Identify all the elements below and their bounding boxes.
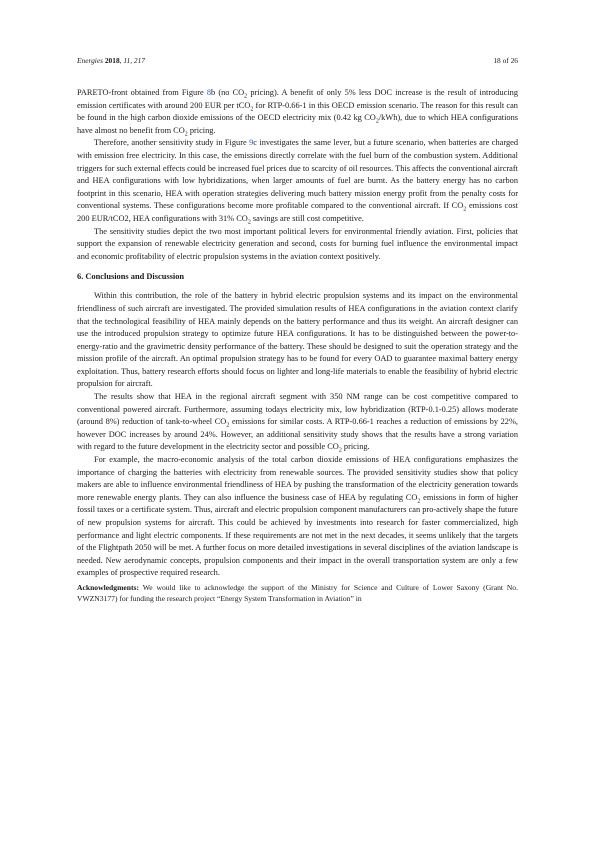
paragraph-4: Within this contribution, the role of the battery in hybrid electric propulsion systems and its impact on the environmental friendliness of such aircraft are investigated. The provided simulation results of HEA configurations in the aviation context clarify that the technological feasibility of HEA mainly depends on the battery performance and thus its weight. An aircraft designer can use the introduced propulsion strategy to optimize future HEA configurations. It has to be distinguished between the power-to-energy-ratio and the gravimetric density performance of the battery. These should be designed to suit the operation strategy and the mission profile of the aircraft. An optimal propulsion strategy has to be found for every OAD to guarantee maximal battery energy exploitation. Thus, battery research efforts should focus on lighter and long-life materials to enable the feasibility of hybrid electric propulsion for aircraft. [77, 291, 518, 389]
journal-citation: Energies 2018, 11, 217 [77, 56, 145, 65]
running-header [77, 56, 518, 65]
paragraph-5: The results show that HEA in the regional aircraft segment with 350 NM range can be cost competitive compared to conventional powered aircraft. Furthermore, assuming todays electricity mix, low hybridization (RTP-0.1-0.25) allows moderate (around 8%) reduction of tank-to-wheel $CO_2$ emissions for similar costs. A RTP-0.66-1 reaches a reduction of emissions by 22%, however DOC increases by around 24%. However, an additional sensitivity study shows that the results have a strong variation with regard to the future development in the electricity sector and possible $CO_2$ pricing. [77, 392, 518, 455]
paragraph-3: The sensitivity studies depict the two most important political levers for environmental friendly aviation. First, policies that support the expansion of renewable electricity generation and second, costs for burning fuel influence the environmental impact and economic profitability of electric propulsion systems in the aviation context positively. [77, 226, 518, 261]
page-number: 18 of 26 [493, 56, 518, 65]
paragraph-6: For example, the macro-economic analysis of the total carbon dioxide emissions of HEA configurations emphasizes the importance of charging the batteries with electricity from renewable sources. The provided sensitivity studies show that policy makers are able to influence environmental friendliness of HEA by pushing the transformation of the electricity generation towards more renewable energy plants. They can also influence the business case of HEA by regulating $CO_2$ emissions in form of higher fossil taxes or a certificate system. Thus, aircraft and electric propulsion component manufacturers can pro-actively shape the future of new propulsion systems for aircraft. This could be achieved by investments into research for faster commercialized, high performance and light electric components. If these requirements are not met in the next decades, it seems unlikely that the targets of the Flightpath 2050 will be met. A further focus on more detailed investigations in several disciplines of the aviation landscape is needed. New aerodynamic concepts, propulsion components and their impact in the overall transportation system are only a few examples of prospective required research. [77, 455, 519, 578]
figure-link[interactable]: 8 [206, 88, 211, 97]
paragraph-1: PARETO-front obtained from Figure 8b (no $CO_2$ pricing). A benefit of only 5% less DOC increase is the result of introducing emission certificates with around 200 EUR per tCO$_2$ for RTP-0.66-1 in this OECD emission scenario. The reason for this result can be found in the high carbon dioxide emissions of the OECD electricity mix (0.42 kg $CO_2/kWh$), due to which HEA configurations have almost no benefit from $CO_2$ pricing. [77, 88, 518, 138]
section-title: 6. Conclusions and Discussion [77, 272, 185, 282]
figure-link[interactable]: 9 [249, 138, 254, 148]
acknowledgments: Acknowledgments: We would like to acknowledge the support of the Ministry for Science and Culture of Lower Saxony (Grant No. VWZN3177) for funding the research project “Energy System Transformation in Aviation” in [77, 582, 518, 603]
paragraph-2: Therefore, another sensitivity study in Figure 9c investigates the same lever, but a future scenario, when batteries are charged with emission free electricity. In this case, the emissions directly correlate with the fuel burn of the combustion system. Additional triggers for such external effects could be increased fuel prices due to scarcity of oil resources. This affects the conventional aircraft and HEA configurations with low hybridizations, when larger amounts of fuel are burnt. As the battery energy has no carbon footprint in this scenario, HEA with operation strategies delivering much battery mission energy profit from the penalty costs for conventional systems. These configurations become more profitable compared to the conventional aircraft. If $CO_2$ emissions cost 200 EUR/tCO2, HEA configurations with 31% $CO_2$ savings are still cost competitive. [77, 138, 518, 226]
body-text [77, 87, 518, 605]
